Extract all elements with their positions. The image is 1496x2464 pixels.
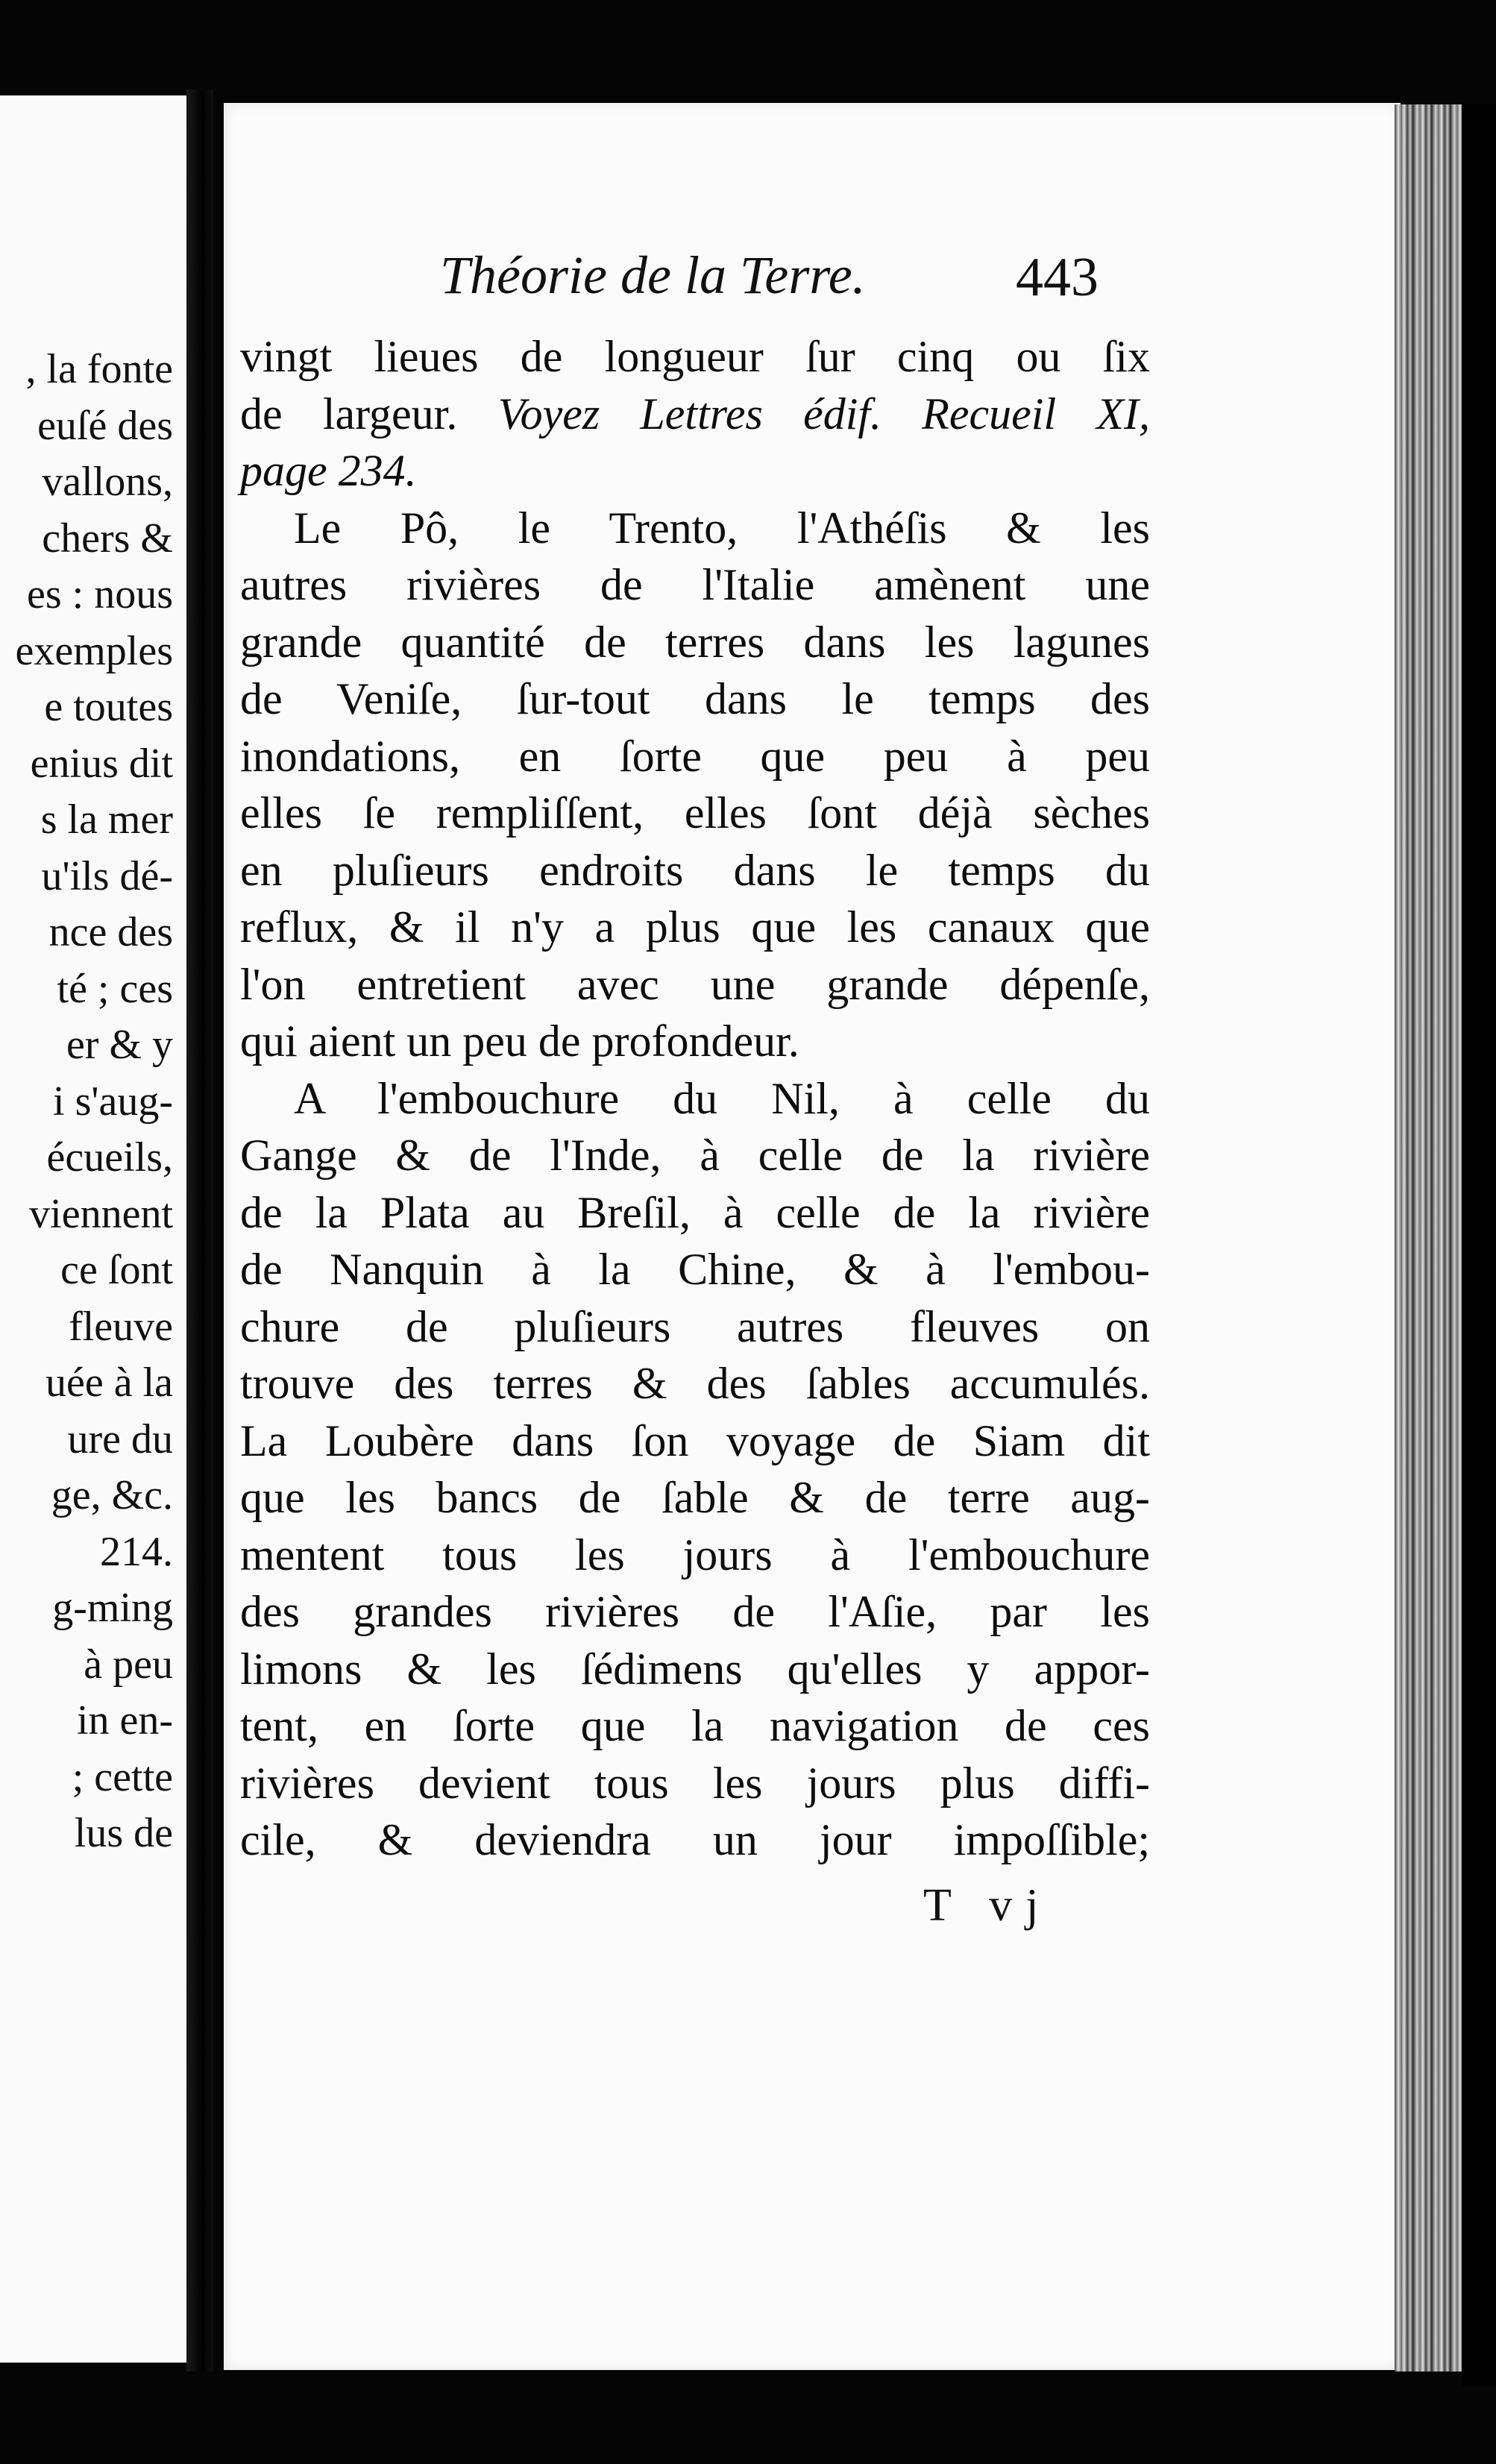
text-line: trouve des terres & des ſables accumulés. xyxy=(240,1359,1150,1408)
left-page-line: nce des xyxy=(48,909,173,955)
text-line: mentent tous les jours à l'embouchure xyxy=(240,1530,1150,1580)
left-page-line: e toutes xyxy=(44,684,173,730)
left-page-line: es : nous xyxy=(27,571,173,617)
text-line: page 234. xyxy=(240,446,417,495)
text-line: des grandes rivières de l'Aſie, par les xyxy=(240,1587,1150,1636)
left-page-line: euſé des xyxy=(37,402,173,449)
left-page-line: er & y xyxy=(66,1022,173,1068)
text-line: de Veniſe, ſur-tout dans le temps des xyxy=(240,674,1150,723)
body-text xyxy=(240,328,1150,1869)
text-line: rivières devient tous les jours plus diffi- xyxy=(240,1758,1150,1808)
text-line: de la Plata au Breſil, à celle de la rivière xyxy=(240,1187,1150,1237)
text-line: de Nanquin à la Chine, & à l'embou- xyxy=(240,1245,1150,1294)
signature-mark: T vj xyxy=(923,1880,1052,1931)
left-page-text xyxy=(0,342,173,1862)
left-page-line: ; cette xyxy=(72,1753,173,1800)
left-page-line: ce ſont xyxy=(60,1247,173,1293)
left-page-line: lus de xyxy=(74,1810,173,1856)
text-line: limons & les ſédimens qu'elles y appor- xyxy=(240,1644,1150,1694)
left-page-line: ge, &c. xyxy=(51,1472,173,1518)
text-line: reflux, & il n'y a plus que les canaux que xyxy=(240,902,1150,952)
left-page-line: à peu xyxy=(84,1641,173,1688)
text-line: vingt lieues de longueur ſur cinq ou ſix xyxy=(240,332,1150,381)
text-line: A l'embouchure du Nil, à celle du xyxy=(294,1073,1150,1123)
text-segment: de largeur. xyxy=(240,389,498,439)
left-page-line: i s'aug- xyxy=(53,1078,173,1125)
text-line: inondations, en ſorte que peu à peu xyxy=(240,731,1150,781)
left-page-line: in en- xyxy=(76,1697,173,1744)
text-line: tent, en ſorte que la navigation de ces xyxy=(240,1701,1150,1750)
text-line: en pluſieurs endroits dans le temps du xyxy=(240,845,1150,895)
left-page-line: 214. xyxy=(100,1528,173,1575)
text-line: La Loubère dans ſon voyage de Siam dit xyxy=(240,1415,1150,1465)
left-page-line: uée à la xyxy=(45,1360,173,1406)
citation-text: Voyez Lettres édif. Recueil XI, xyxy=(497,389,1150,439)
left-page-line: vallons, xyxy=(42,459,173,505)
left-page-line: té ; ces xyxy=(57,965,173,1012)
book-gutter xyxy=(186,89,213,2372)
text-line: grande quantité de terres dans les lagunes xyxy=(240,617,1150,667)
text-line: que les bancs de ſable & de terre aug- xyxy=(240,1473,1150,1522)
text-line: Gange & de l'Inde, à celle de la rivière xyxy=(240,1131,1150,1180)
page-number: 443 xyxy=(1016,247,1099,308)
page-edge-shadow xyxy=(1462,104,1496,2386)
text-line: cile, & deviendra un jour impoſſible; xyxy=(240,1815,1150,1864)
left-page-line: ure du xyxy=(67,1415,173,1462)
text-line: autres rivières de l'Italie amènent une xyxy=(240,560,1150,609)
left-page-line: u'ils dé- xyxy=(41,852,173,899)
text-line xyxy=(240,386,1150,443)
left-page-line: chers & xyxy=(42,515,173,562)
left-page-line: , la fonte xyxy=(25,346,173,392)
left-page-line: g-ming xyxy=(52,1585,173,1631)
left-page-line: écueils, xyxy=(46,1134,173,1181)
left-page-line: s la mer xyxy=(40,796,173,843)
text-line: l'on entretient avec une grande dépenſe, xyxy=(240,959,1150,1009)
text-line: chure de pluſieurs autres fleuves on xyxy=(240,1301,1150,1351)
text-line: Le Pô, le Trento, l'Athéſis & les xyxy=(294,503,1150,553)
left-page-fragment xyxy=(0,95,192,2363)
running-title: Théorie de la Terre. xyxy=(440,245,866,305)
text-line: elles ſe rempliſſent, elles ſont déjà sèches xyxy=(240,788,1150,837)
text-line: qui aient un peu de profondeur. xyxy=(240,1016,799,1066)
left-page-line: viennent xyxy=(29,1190,173,1237)
left-page-line: fleuve xyxy=(69,1303,173,1350)
left-page-line: exemples xyxy=(15,627,173,674)
left-page-line: enius dit xyxy=(30,740,173,787)
